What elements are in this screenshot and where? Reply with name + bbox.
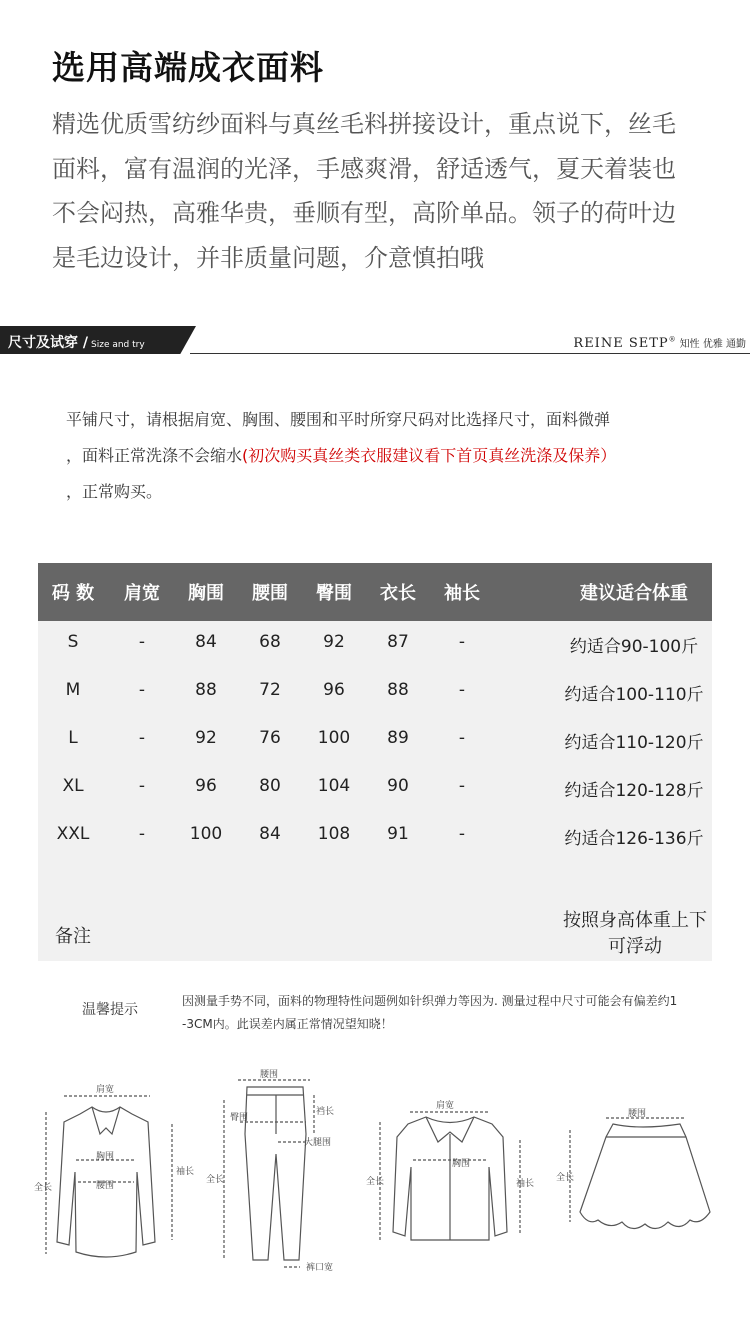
notice-line (66, 438, 726, 474)
description-line: 面料，富有温润的光泽，手感爽滑，舒适透气，夏天着装也 (52, 154, 676, 183)
brand-tagline: 知性 优雅 通勤 (679, 339, 746, 350)
tip-text (182, 990, 742, 1036)
description-line: 是毛边设计，并非质量问题，介意慎拍哦 (52, 243, 484, 272)
table-row (38, 776, 712, 806)
pants-diagram-icon (224, 1080, 314, 1267)
table-cell: 68 (259, 632, 281, 652)
header-cell: 码 数 (51, 583, 95, 604)
table-row (38, 632, 712, 662)
table-cell: 80 (259, 776, 281, 796)
pants-hem-label: 裤口宽 (306, 1263, 334, 1273)
table-row (38, 680, 712, 710)
table-cell: - (138, 632, 146, 652)
brand-name: REINE SETP (573, 336, 669, 351)
header-cell: 肩宽 (124, 583, 160, 604)
header-cell: 腰围 (252, 583, 288, 604)
tip-line: 因测量手势不同，面料的物理特性问题例如针织弹力等因为. 测量过程中尺寸可能会有偏差约1 (182, 994, 678, 1008)
description-line: 不会闷热，高雅华贵，垂顺有型，高阶单品。领子的荷叶边 (52, 199, 676, 227)
header-cell: 衣长 (380, 583, 416, 604)
table-cell: 88 (195, 680, 217, 700)
table-cell: 91 (387, 824, 409, 844)
table-cell: - (138, 680, 146, 700)
table-cell: XL (62, 776, 84, 796)
table-cell: 92 (323, 632, 345, 652)
size-table (38, 563, 712, 961)
size-notice (66, 402, 726, 510)
shirt-sleeve-label: 袖长 (516, 1179, 535, 1189)
table-cell: 96 (195, 776, 217, 796)
skirt-waist-label: 腰围 (628, 1109, 647, 1119)
remark-line: 可浮动 (608, 936, 662, 957)
table-cell: M (65, 680, 81, 700)
header-cell: 袖长 (444, 583, 480, 604)
tip-line: -3CM内。此误差内属正常情况望知晓！ (182, 1017, 393, 1031)
table-cell: 89 (387, 728, 409, 748)
dress-waist-label: 腰围 (96, 1181, 115, 1191)
table-cell: S (67, 632, 79, 652)
header-cell: 胸围 (188, 583, 224, 604)
remark-value (560, 908, 710, 960)
pants-hip-label: 臀围 (230, 1113, 249, 1123)
table-cell: 约适合126-136斤 (564, 829, 704, 849)
table-row (38, 824, 712, 854)
size-table-header (38, 563, 712, 621)
remark-line: 按照身高体重上下 (563, 910, 707, 931)
registered-mark: ® (668, 335, 676, 344)
shirt-length-label: 全长 (366, 1177, 385, 1187)
table-cell: 90 (387, 776, 409, 796)
shirt-shoulder-label: 肩宽 (436, 1101, 455, 1111)
skirt-length-label: 全长 (556, 1173, 575, 1183)
table-cell: 100 (317, 728, 351, 748)
dress-bust-label: 胸围 (96, 1152, 115, 1162)
table-cell: 96 (323, 680, 345, 700)
notice-line: 平铺尺寸，请根据肩宽、胸围、腰围和平时所穿尺码对比选择尺寸，面料微弹 (66, 410, 611, 429)
table-cell: 104 (317, 776, 351, 796)
table-cell: 72 (259, 680, 281, 700)
table-cell: - (458, 632, 466, 652)
table-cell: 108 (317, 824, 351, 844)
table-cell: 88 (387, 680, 409, 700)
table-cell: - (458, 824, 466, 844)
table-cell: L (68, 728, 78, 748)
table-cell: 84 (259, 824, 281, 844)
table-cell: - (138, 776, 146, 796)
size-section-title (8, 332, 145, 352)
description-line: 精选优质雪纺纱面料与真丝毛料拼接设计，重点说下，丝毛 (52, 110, 676, 138)
table-cell: 约适合90-100斤 (569, 637, 699, 657)
page-title: 选用高端成衣面料 (52, 48, 324, 87)
pants-thigh-label: 大腿围 (304, 1138, 332, 1148)
table-cell: 100 (189, 824, 223, 844)
measurement-diagrams (0, 1062, 750, 1317)
header-cell: 臀围 (316, 583, 352, 604)
dress-length-label: 全长 (34, 1183, 53, 1193)
notice-text: ，面料正常洗涤不会缩水 (66, 446, 243, 465)
dress-sleeve-label: 袖长 (176, 1167, 195, 1177)
table-cell: - (458, 776, 466, 796)
table-cell: 约适合100-110斤 (564, 685, 704, 705)
size-section-subtitle: Size and try (91, 340, 145, 350)
pants-length-label: 全长 (206, 1175, 225, 1185)
skirt-diagram-icon (570, 1118, 710, 1229)
section-divider (190, 353, 750, 354)
table-row (38, 728, 712, 758)
shirt-bust-label: 胸围 (452, 1159, 471, 1169)
remark-label: 备注 (55, 926, 91, 947)
table-cell: 87 (387, 632, 409, 652)
shirt-diagram-icon (380, 1112, 520, 1242)
pants-rise-label: 裆长 (316, 1107, 335, 1117)
table-cell: XXL (56, 824, 90, 844)
table-cell: 约适合110-120斤 (564, 733, 704, 753)
brand-logo (573, 335, 746, 351)
table-cell: - (138, 824, 146, 844)
dress-diagram-icon (46, 1096, 172, 1257)
table-cell: - (138, 728, 146, 748)
tip-label: 温馨提示 (82, 1002, 138, 1018)
table-cell: 约适合120-128斤 (564, 781, 704, 801)
table-cell: - (458, 728, 466, 748)
pants-waist-label: 腰围 (260, 1070, 279, 1080)
table-cell: 84 (195, 632, 217, 652)
dress-shoulder-label: 肩宽 (96, 1085, 115, 1095)
table-cell: 76 (259, 728, 281, 748)
fabric-description (52, 102, 732, 280)
header-cell: 建议适合体重 (580, 583, 688, 604)
notice-warning: (初次购买真丝类衣服建议看下首页真丝洗涤及保养） (242, 446, 617, 465)
table-cell: 92 (195, 728, 217, 748)
notice-line: ，正常购买。 (66, 482, 163, 501)
size-section-title-text: 尺寸及试穿 / (8, 335, 88, 351)
table-cell: - (458, 680, 466, 700)
